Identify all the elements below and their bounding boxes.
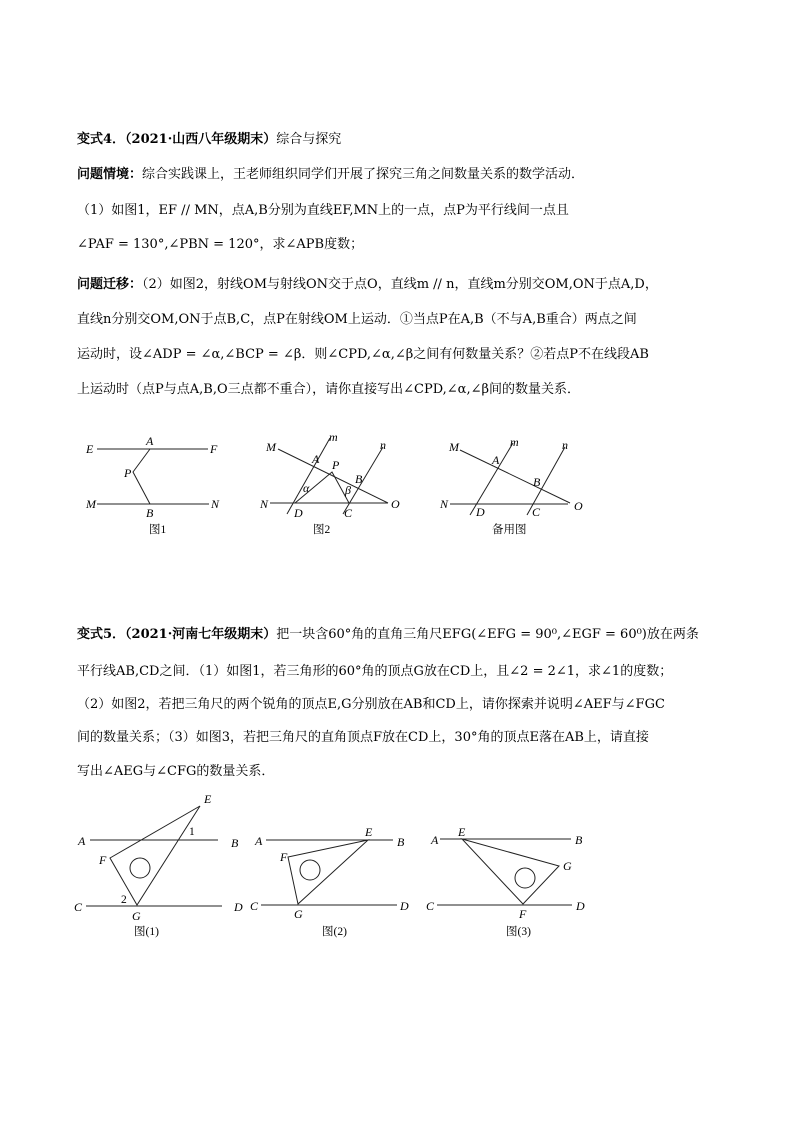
- q5-line4: 间的数量关系；（3）如图3，若把三角尺的直角顶点F放在CD上，30°角的顶点E落在AB上，请直接: [77, 730, 649, 745]
- label-F: F: [519, 907, 527, 921]
- label-beta: β: [345, 483, 351, 497]
- label-angle-2: 2: [121, 894, 127, 906]
- q4-figure-2: [259, 430, 400, 536]
- label-m: m: [510, 435, 519, 449]
- label-B: B: [575, 833, 583, 847]
- label-C: C: [532, 505, 541, 519]
- label-alpha: α: [303, 481, 310, 495]
- q5-line3: （2）如图2，若把三角尺的两个锐角的顶点E,G分别放在AB和CD上，请你探索并说明∠AEF与∠FGC: [77, 697, 665, 712]
- situation-label: 问题情境：: [77, 167, 143, 182]
- q5-figure-2: [250, 825, 409, 938]
- q4-spare-figure: [439, 435, 583, 536]
- label-F: F: [280, 850, 288, 864]
- label-E: E: [458, 825, 466, 839]
- q5-line2: 平行线AB,CD之间．（1）如图1，若三角形的60°角的顶点G放在CD上，且∠2 = 2∠1，求∠1的度数；: [77, 664, 673, 679]
- q5-line1-text: 把一块含60°角的直角三角尺EFG(∠EFG = 90⁰,∠EGF = 60⁰)放在两条: [276, 627, 699, 642]
- caption: 图2: [313, 524, 331, 536]
- q4-part1-line1: （1）如图1，EF // MN，点A,B分别为直线EF,MN上的一点，点P为平行线间一点且: [77, 203, 569, 218]
- label-D: D: [400, 899, 409, 913]
- label-C: C: [250, 899, 259, 913]
- q4-title-bold: 变式4．（2021·山西八年级期末）: [77, 132, 277, 147]
- label-G: G: [294, 907, 303, 921]
- q4-figure-1: [85, 434, 220, 536]
- caption: 图(3): [506, 926, 531, 938]
- label-O: O: [391, 497, 400, 511]
- label-F: F: [210, 442, 218, 456]
- part2-text: （2）如图2，射线OM与射线ON交于点O，直线m // n，直线m分别交OM,ON于点A,D，: [142, 277, 658, 292]
- caption: 图(2): [322, 926, 347, 938]
- label-B: B: [146, 506, 154, 520]
- label-E: E: [86, 442, 94, 456]
- label-F: F: [99, 853, 107, 867]
- label-B: B: [397, 835, 405, 849]
- caption: 备用图: [492, 524, 527, 536]
- label-N: N: [440, 497, 449, 511]
- label-C: C: [74, 900, 83, 914]
- label-n: n: [562, 438, 568, 452]
- q4-part2-line4: 上运动时（点P与点A,B,O三点都不重合），请你直接写出∠CPD,∠α,∠β间的数量关系．: [77, 382, 581, 397]
- label-N: N: [211, 497, 220, 511]
- caption: 图1: [149, 524, 167, 536]
- label-B: B: [355, 472, 363, 486]
- q5-figure-3: [426, 825, 585, 938]
- q4-part2-line2: 直线n分别交OM,ON于点B,C，点P在射线OM上运动．①当点P在A,B（不与A,B重合）两点之间: [77, 312, 637, 327]
- label-angle-1: 1: [189, 826, 195, 838]
- label-A: A: [78, 834, 86, 848]
- label-E: E: [365, 825, 373, 839]
- label-M: M: [86, 497, 96, 511]
- label-A: A: [492, 453, 500, 467]
- caption: 图(1): [134, 926, 159, 938]
- label-A: A: [146, 434, 154, 448]
- q5-figure-1: [74, 792, 243, 938]
- q4-part1-line2: ∠PAF = 130°,∠PBN = 120°，求∠APB度数；: [77, 237, 364, 252]
- label-D: D: [576, 899, 585, 913]
- label-D: D: [234, 900, 243, 914]
- label-A: A: [255, 834, 263, 848]
- situation-text: 综合实践课上，王老师组织同学们开展了探究三角之间数量关系的数学活动．: [142, 167, 585, 182]
- label-M: M: [266, 440, 276, 454]
- label-A: A: [312, 452, 320, 466]
- label-C: C: [426, 899, 435, 913]
- label-D: D: [476, 505, 485, 519]
- label-N: N: [260, 497, 269, 511]
- label-n: n: [380, 438, 386, 452]
- label-O: O: [574, 499, 583, 513]
- q4-title-rest: 综合与探究: [276, 132, 342, 147]
- q5-title-bold: 变式5．（2021·河南七年级期末）: [77, 627, 277, 642]
- label-m: m: [329, 430, 338, 444]
- q5-line5: 写出∠AEG与∠CFG的数量关系．: [77, 764, 275, 779]
- label-M: M: [449, 440, 459, 454]
- label-B: B: [231, 836, 239, 850]
- label-C: C: [344, 506, 353, 520]
- label-A: A: [431, 833, 439, 847]
- label-B: B: [533, 475, 541, 489]
- label-P: P: [332, 458, 340, 472]
- label-G: G: [132, 909, 141, 923]
- transfer-label: 问题迁移：: [77, 277, 143, 292]
- label-P: P: [124, 466, 132, 480]
- label-E: E: [204, 792, 212, 806]
- q4-part2-line3: 运动时，设∠ADP = ∠α,∠BCP = ∠β．则∠CPD,∠α,∠β之间有何数量关系？②若点P不在线段AB: [77, 347, 649, 362]
- label-D: D: [294, 506, 303, 520]
- label-G: G: [563, 859, 572, 873]
